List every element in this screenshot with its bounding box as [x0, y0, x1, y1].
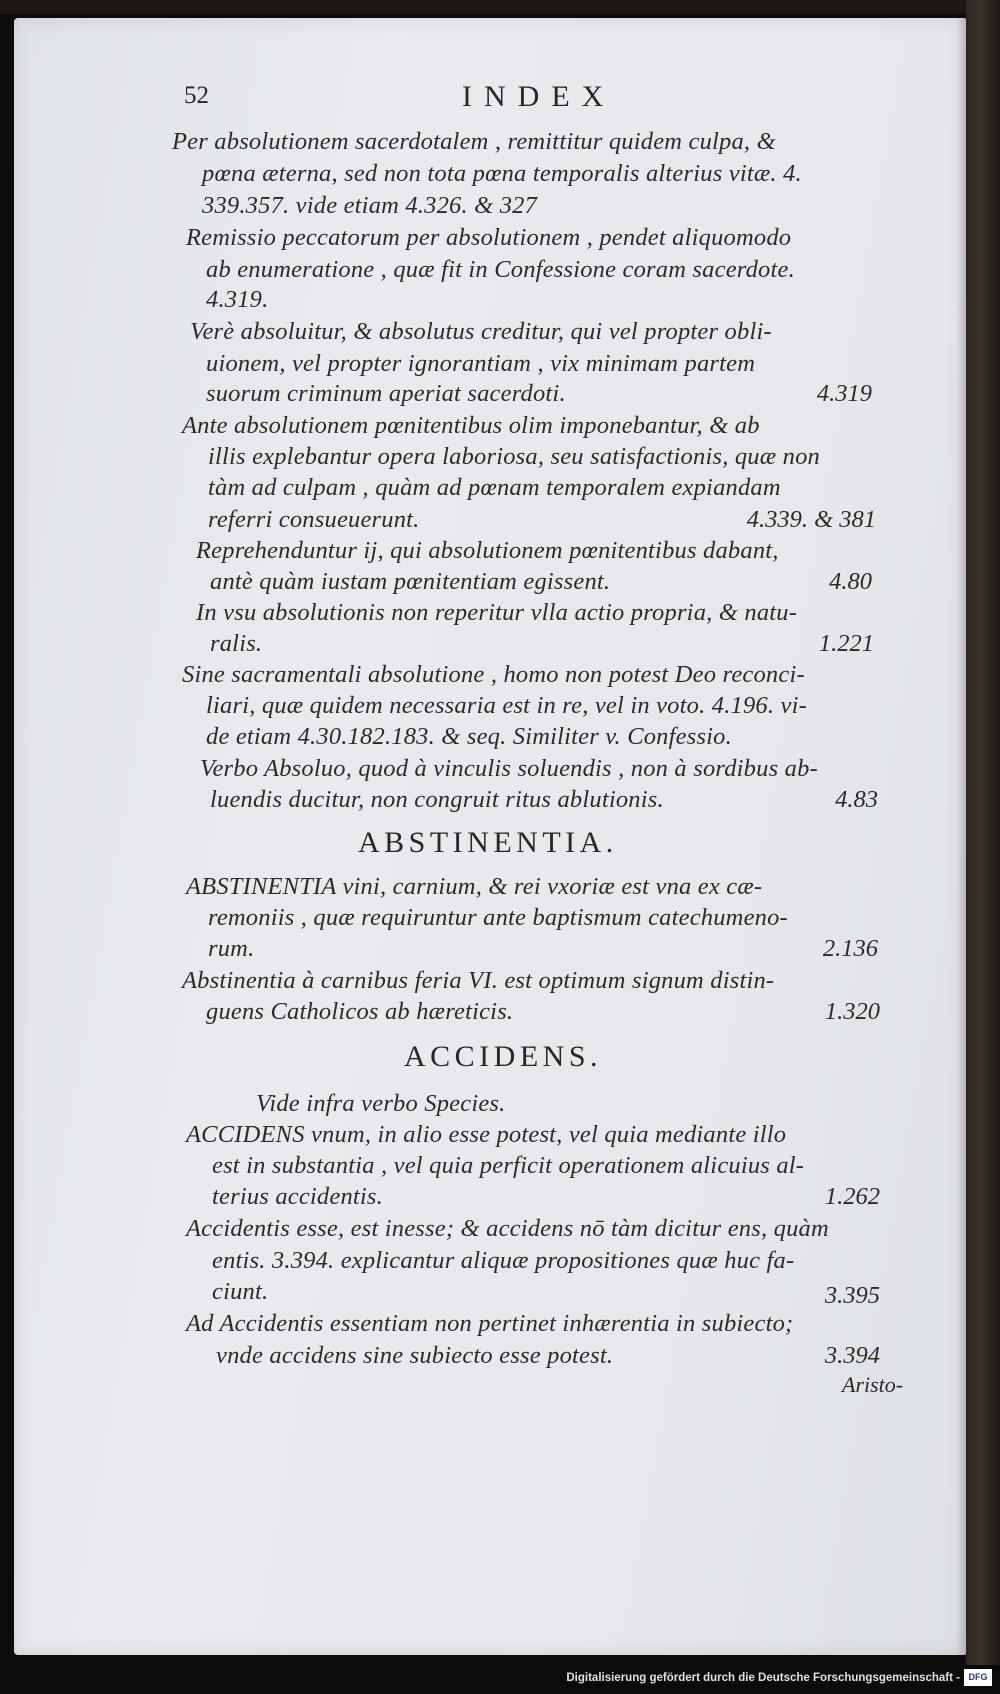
entry-line: liari, quæ quidem necessaria est in re, vel in voto. 4.196. vi-	[206, 692, 807, 719]
entry-line: ab enumeratione , quæ fit in Confessione coram sacerdote.	[206, 256, 795, 283]
entry-line: ciunt.	[212, 1278, 269, 1305]
entry-line: Ad Accidentis essentiam non pertinet inhærentia in subiecto;	[186, 1310, 794, 1337]
entry-reference: 1.262	[824, 1183, 880, 1210]
section-heading-accidens: ACCIDENS.	[404, 1040, 603, 1073]
entry-line: Remissio peccatorum per absolutionem , pendet aliquomodo	[186, 224, 792, 251]
entry-reference: 4.339. & 381	[746, 506, 876, 533]
entry-line: Sine sacramentali absolutione , homo non potest Deo reconci-	[182, 661, 805, 688]
entry-line: vnde accidens sine subiecto esse potest.	[216, 1342, 614, 1369]
entry-line: Verè absoluitur, & absolutus creditur, qui vel propter obli-	[190, 318, 772, 345]
entry-line: Accidentis esse, est inesse; & accidens nō tàm dicitur ens, quàm	[186, 1215, 829, 1242]
entry-line: tàm ad culpam , quàm ad pœnam temporalem expiandam	[208, 474, 781, 501]
entry-line: rum.	[208, 935, 255, 962]
entry-line: Reprehenduntur ij, qui absolutionem pœnitentibus dabant,	[196, 537, 779, 564]
entry-line: 4.319.	[206, 286, 269, 313]
footer-credit: Digitalisierung gefördert durch die Deutsche Forschungsgemeinschaft -	[566, 1672, 960, 1684]
entry-line: luendis ducitur, non congruit ritus ablutionis.	[210, 786, 664, 813]
entry-reference: 1.320	[824, 998, 880, 1025]
entry-line: terius accidentis.	[212, 1183, 383, 1210]
page-number: 52	[184, 82, 209, 109]
entry-reference: 2.136	[822, 935, 878, 962]
entry-line: ACCIDENS vnum, in alio esse potest, vel quia mediante illo	[186, 1121, 787, 1148]
entry-reference: 3.394	[824, 1342, 880, 1369]
entry-line: In vsu absolutionis non reperitur vlla actio propria, & natu-	[196, 599, 798, 626]
entry-reference: 4.319	[816, 380, 872, 407]
entry-line: uionem, vel propter ignorantiam , vix minimam partem	[206, 350, 756, 377]
entry-line: Per absolutionem sacerdotalem , remittitur quidem culpa, &	[172, 128, 776, 155]
entry-line: referri consueuerunt.	[208, 506, 420, 533]
entry-reference: 4.83	[835, 786, 878, 813]
entry-line: entis. 3.394. explicantur aliquæ propositiones quæ huc fa-	[212, 1247, 795, 1274]
entry-line: guens Catholicos ab hæreticis.	[206, 998, 514, 1025]
entry-line: Vide infra verbo Species.	[256, 1090, 506, 1117]
entry-line: Abstinentia à carnibus feria VI. est optimum signum distin-	[182, 967, 775, 994]
entry-line: Verbo Absoluo, quod à vinculis soluendis , non à sordibus ab-	[200, 755, 818, 782]
entry-line: ralis.	[210, 630, 263, 657]
entry-line: pœna æterna, sed non tota pœna temporalis alterius vitæ. 4.	[202, 160, 802, 187]
dfg-logo[interactable]: DFG	[964, 1669, 992, 1686]
entry-reference: 3.395	[824, 1282, 880, 1309]
page-title: INDEX	[462, 80, 616, 113]
entry-line: Ante absolutionem pœnitentibus olim imponebantur, & ab	[182, 412, 760, 439]
entry-reference: 4.80	[829, 568, 872, 595]
entry-reference: 1.221	[818, 630, 874, 657]
section-heading-abstinentia: ABSTINENTIA.	[358, 826, 618, 859]
entry-line: ABSTINENTIA vini, carnium, & rei vxoriæ est vna ex cæ-	[186, 873, 763, 900]
scan-edge-top	[0, 0, 1000, 14]
entry-line: de etiam 4.30.182.183. & seq. Similiter v. Confessio.	[206, 723, 732, 750]
catchword: Aristo-	[842, 1372, 904, 1397]
entry-line: antè quàm iustam pœnitentiam egissent.	[210, 568, 611, 595]
entry-line: est in substantia , vel quia perficit operationem alicuius al-	[212, 1152, 805, 1179]
entry-line: 339.357. vide etiam 4.326. & 327	[202, 192, 538, 219]
entry-line: suorum criminum aperiat sacerdoti.	[206, 380, 566, 407]
entry-line: illis explebantur opera laboriosa, seu satisfactionis, quæ non	[208, 443, 820, 470]
page-fore-edge	[966, 0, 1000, 1665]
entry-line: remoniis , quæ requiruntur ante baptismum catechumeno-	[208, 904, 788, 931]
